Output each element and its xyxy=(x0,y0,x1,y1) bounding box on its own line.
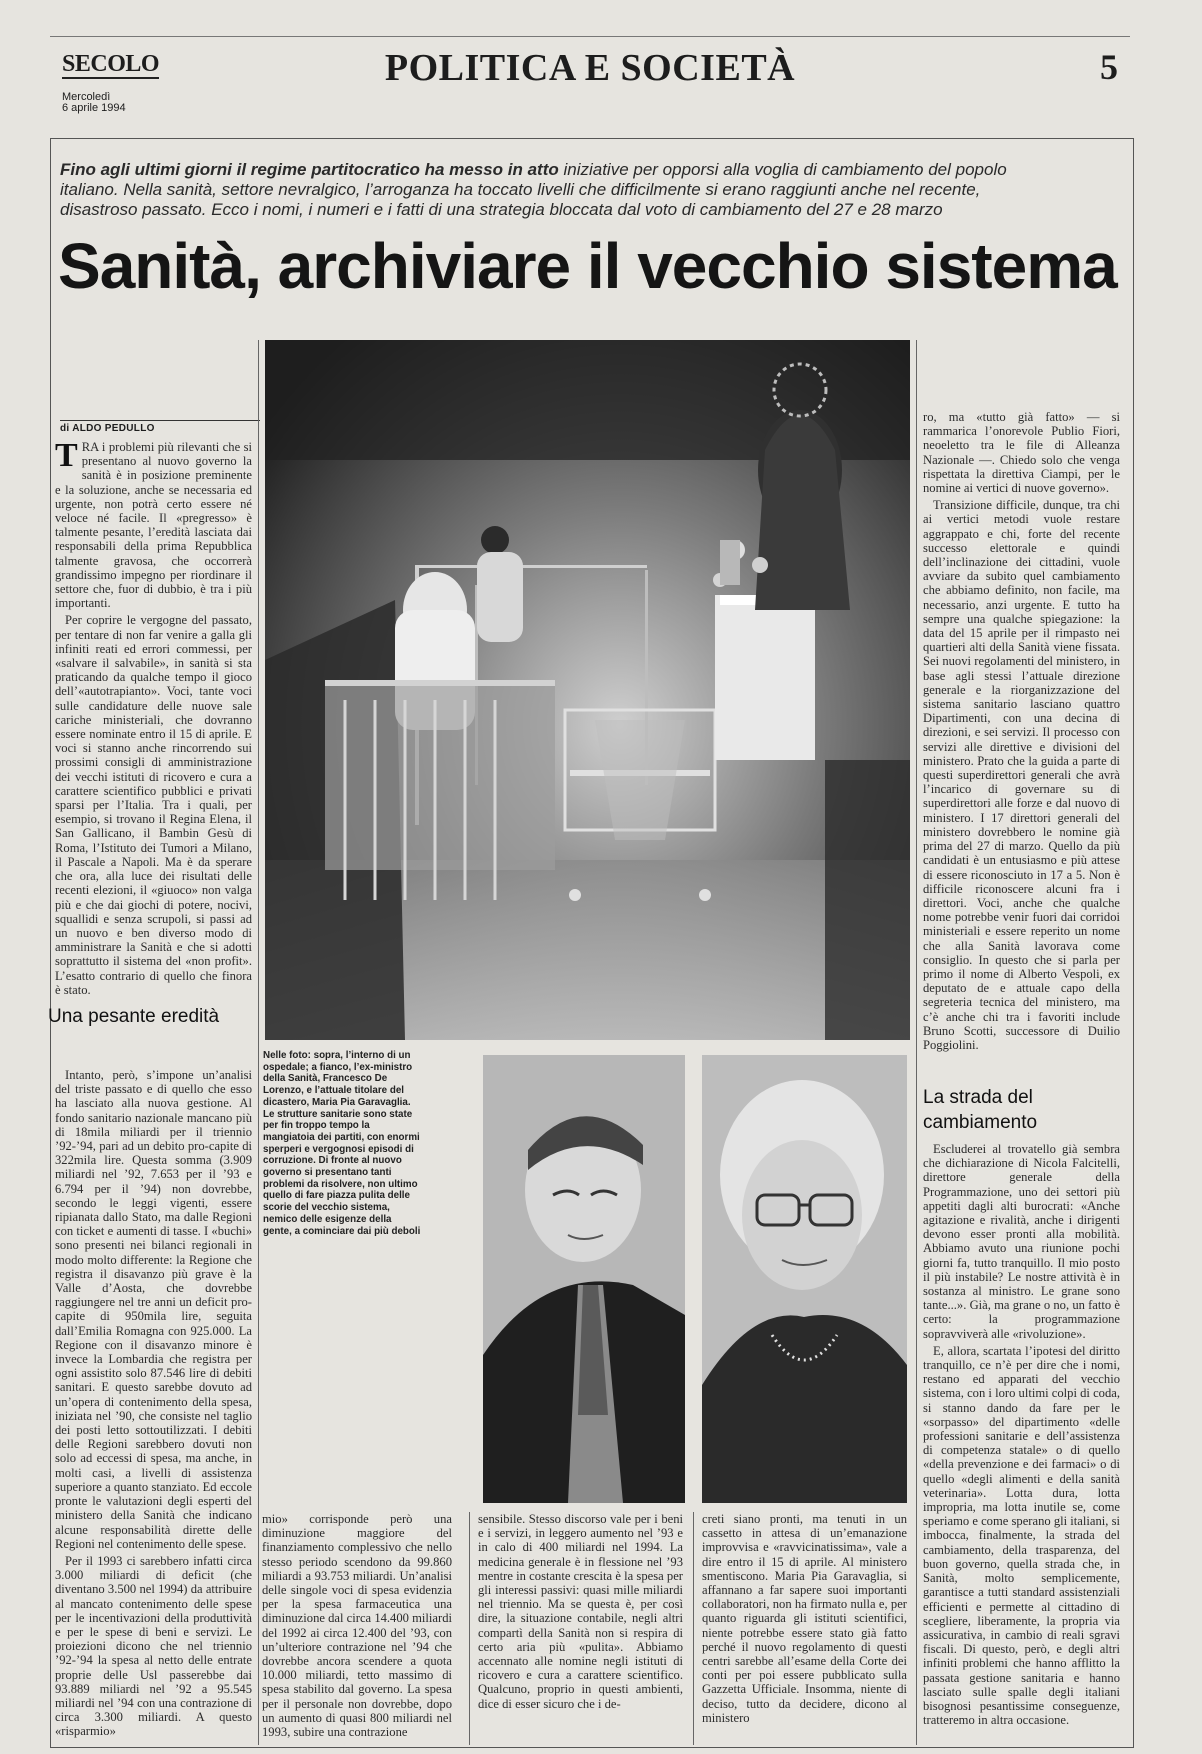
subheading-eredita: Una pesante eredità xyxy=(48,1006,220,1027)
kicker-text: iniziative per opporsi alla voglia di cambiamento del popolo italiano. Nella sanità, settore nevralgico, l’arroganza ha toccato livelli che difficilmente si erano raggiunti anche nel recente, disastroso passato. Ecco i nomi, i numeri e i fatti di una strategia bloccata dal voto di cambiamento del 27 e 28 marzo xyxy=(60,160,1007,219)
column-1-continued xyxy=(55,1068,252,1745)
dropcap: T xyxy=(55,437,78,474)
article-headline: Sanità, archiviare il vecchio sistema xyxy=(58,230,1117,302)
article-kicker xyxy=(60,160,1030,220)
paragraph: Per il 1993 ci sarebbero infatti circa 3.000 miliardi di deficit (che diventano 3.500 nel 1994) da attribuire al mancato contenimento delle spese per le incentivazioni della produttività e per le spese di beni e servizi. Le proiezioni dicono che nel triennio ’92-’94 la spesa al netto delle entrate proprie delle Usl passerebbe dai 93.889 miliardi nel ’92 a 95.545 miliardi nel ’94 con una contrazione di circa 3.300 miliardi. A questo «risparmio» xyxy=(55,1553,252,1739)
paragraph: Per coprire le vergogne del passato, per tentare di non far venire a galla gli infiniti reati ed errori commessi, per «salvare il salvabile», in sanità si sta praticando da qualche tempo il gioco dell’«autotrapianto». Voci, tante voci sulle candidature delle nuove sale cariche ministeriali, che dovranno essere nominate entro il 15 di aprile. E voci si stanno anche rincorrendo sui prossimi consigli di amministrazione dei vecchi istituti di ricovero e cura a carattere scientifico pubblici e privati sparsi per l’Italia. Tra i quali, per esempio, si trovano il Regina Elena, il San Gallicano, il Bambin Gesù di Roma, l’Istituto dei Tumori a Milano, il Pascale a Napoli. Ma è da sperare che ora, alla luce dei risultati delle recenti elezioni, il «giuoco» non valga più e che dai giochi di potere, nocivi, squallidi e senza scrupoli, si passi ad un nuovo e ben diverso modo di amministrare la Sanità e che si adotti soprattutto il sistema del «non profit». L’esatto contrario di quello che finora è stato. xyxy=(55,613,252,997)
photo-caption: Nelle foto: sopra, l’interno di un ospedale; a fianco, l’ex-ministro della Sanità, Francesco De Lorenzo, e l’attuale titolare del dicastero, Maria Pia Garavaglia. Le strutture sanitarie sono state per fin troppo tempo la mangiatoia dei partiti, con enormi sperperi e vergognosi episodi di corruzione. Di fronte al nuovo governo si presentano tanti problemi da risolvere, non ultimo quello di fare piazza pulita delle scorie del vecchio sistema, nemico delle esigenze della gente, a cominciare dai più deboli xyxy=(263,1050,421,1237)
paragraph: creti siano pronti, ma tenuti in un cassetto in attesa di un’emanazione improvvisa e «ravvicinatissima», vale a dire entro il 15 di aprile. Al ministero smentiscono. Maria Pia Garavaglia, si affannano a far sapere suoi importanti collaboratori, non ha firmato nulla e, per quanto riguarda gli istituti scientifici, niente potrebbe essere stato già fatto perché il nuovo regolamento di questi centri sarebbe all’esame della Corte dei conti per poi essere pubblicato sulla Gazzetta Ufficiale. Insomma, niente di deciso, tutto da decidere, dicono al ministero xyxy=(702,1512,907,1725)
portrait-de-lorenzo-photo xyxy=(483,1055,685,1503)
column-2 xyxy=(262,1512,452,1747)
paragraph: ro, ma «tutto già fatto» — si rammarica l’onorevole Publio Fiori, neoeletto tra le file di Alleanza Nazionale —. Chiedo solo che venga rispettata la direttiva Ciampi, per le nomine ai vertici di nuove governo». xyxy=(923,410,1120,496)
column-rule xyxy=(693,1512,694,1745)
column-rule xyxy=(916,340,917,1745)
column-rule xyxy=(258,340,259,1745)
paragraph: Transizione difficile, dunque, tra chi ai vertici metodi vuole restare aggrappato e chi, forte del recente successo elettorale e quindi dell’inclinazione dei cittadini, vuole avviare da subito quel cambiamento che abbiamo definito, non facile, ma necessario, anzi urgente. E tutto ha sempre una qualche spiegazione: la data del 15 aprile per il rimpasto nei quartieri alti della Sanità viene fissata. Sei nuovi regolamenti del ministero, in base agli stessi l’attuale direzione generale e la riorganizzazione del sistema sanitario lasciano quattro Dipartimenti, con una decina di direzioni, e sei servizi. Il processo con servizi alle direttive e divisioni del ministero. Prato che la guida a parte di questi superdirettori generali che avrà l’incarico di governare su di superdirettori alle forze e dal nuovo di ministero. I 17 direttori generali del ministero dovrebbero le nomine già prima del 27 di marzo. Quello da più candidati è un entusiasmo e più attese di essere riconosciuto in 17 a 5. Non è difficile riconoscere alcuni fra i direttori. Voci, anche che qualche nome potrebbe venir fuori dai corridoi ministeriali e essere reperito un nome che alla Sanità lavorava come consiglio. In questo che si parla per primo il nome di Alberto Vespoli, ex deputato de e attuale capo della segreteria tecnica del ministero, ma c’è anche chi tra i favoriti include Bruno Scotti, successore di Duilio Poggiolini. xyxy=(923,498,1120,1052)
column-right-continued xyxy=(923,1142,1120,1747)
portrait-garavaglia-photo xyxy=(702,1055,907,1503)
paragraph: E, allora, scartata l’ipotesi del diritto tranquillo, ce n’è per dire che i nomi, restano ed apparati del vecchio sistema, con i loro ultimi colpi di coda, si stanno dando da fare per le «sorpasso» del dipartimento «delle professioni sanitarie e dell’assistenza di competenza statale» o di quello «della prevenzione e dei farmaci» o di quello «degli alimenti e della sanità veterinaria». Lotta dura, lotta impropria, ma lotta inutile se, come speriamo e come sperano gli italiani, si imbocca, finalmente, la strada del cambiamento, della trasparenza, del buon governo, quella strada che, in Sanità, molto semplicemente, garantisce a tutti standard assistenziali efficienti e permette al cittadino di scegliere, liberamente, la propria via assicurativa, in cambio di reali sgravi fiscali. Di questo, però, e degli altri infiniti problemi che hanno afflitto la passata gestione sanitaria e hanno lasciato sulle spalle degli italiani bisognosi pesantissime conseguenze, tratteremo in altra occasione. xyxy=(923,1343,1120,1728)
column-rule xyxy=(469,1512,470,1745)
subheading-strada: La strada del cambiamento xyxy=(923,1087,1038,1133)
issue-date: 6 aprile 1994 xyxy=(62,102,126,114)
paragraph: mio» corrisponde però una diminuzione maggiore del finanziamento complessivo che nello stesso periodo scendono da 99.860 miliardi a 93.753 miliardi. Un’analisi delle singole voci di spesa evidenzia per la spesa farmaceutica una diminuzione dal circa 14.400 miliardi del 1992 ai circa 12.400 del ’93, con un’ulteriore contrazione nel ’94 che dovrebbe ancora scendere a quota 10.000 miliardi, tetto massimo di spesa stabilito dal governo. La spesa per il personale non dovrebbe, dopo un aumento di quasi 800 miliardi nel 1993, subire una contrazione xyxy=(262,1512,452,1740)
paragraph: Escluderei al trovatello già sembra che dichiarazione di Nicola Falcitelli, direttore generale della Programmazione, uno dei settori più appetiti dagli alti burocrati: «Anche agitazione e rivalità, anche i dirigenti devono esser pronti alla mobilità. Abbiamo avuto una riunione pochi giorni fa, tutto tranquillo. Il mio posto il più instabile? Le nostre attività è in sostanza al ministro. Le grane sono tante...». Già, ma grane o no, un fatto è certo: la programmazione sopravviverà alle «rivoluzione». xyxy=(923,1142,1120,1341)
page-number: 5 xyxy=(1100,47,1118,87)
paragraph: sensibile. Stesso discorso vale per i beni e i servizi, in leggero aumento nel ’93 e in calo di 400 miliardi nel 1994. La medicina generale è in flessione nel ’93 mentre in costante crescita è la spesa per gli interessi passivi: quasi mille miliardi nel triennio. Ma se questa è, per così dire, la situazione contabile, negli altri compartì della Sanità non si respira di certo aria più «pulita». Abbiamo accennato alle nomine negli istituti di ricovero e cura a carattere scientifico. Qualcuno, proprio in questi ambienti, dice di esser sicuro che i de- xyxy=(478,1512,683,1711)
column-3 xyxy=(478,1512,683,1747)
top-rule xyxy=(50,36,1130,37)
paragraph: Intanto, però, s’impone un’analisi del triste passato e di quello che esso ha lasciato alla nuova gestione. Al fondo sanitario nazionale mancano più di 18mila miliardi per il triennio ’92-’94, pari ad un debito pro-capite di 322mila lire. Questa somma (3.909 miliardi nel ’92, 7.653 per il ’93 e 6.794 per il ’94) non dovrebbe, secondo le leggi vigenti, essere ripianata dallo Stato, ma dalle Regioni con ticket e aumenti di tasse. I «buchi» sono presenti nei bilanci regionali in modo molto differente: la Regione che registra il disavanzo più grave è la Valle d’Aosta, che dovrebbe raggiungere nel tre anni un deficit pro-capite di 950mila lire, seguita dall’Emilia Romagna con 925.000. La Regione con il disavanzo minore è invece la Lombardia che registra per ogni assistito solo 87.546 lire di debiti sanitari. E questo sarebbe dovuto ad un’opera di contenimento della spesa, iniziata nel ’90, che consiste nel taglio dei posti letto sottoutilizzati. I debiti delle Regioni sarebbero dovuti non solo ad eccessi di spesa, ma anche, in molti casi, a livelli di assistenza superiore a quanto stanziato. Ed eccole pronte le valutazioni degli esperti del ministero della Sanità che indicano alcune responsabilità dirette delle Regioni nel contenimento delle spese. xyxy=(55,1068,252,1551)
column-4 xyxy=(702,1512,907,1747)
column-right xyxy=(923,410,1120,1052)
newspaper-logo: SECOLO xyxy=(62,51,160,77)
column-1 xyxy=(55,437,252,997)
section-title: POLITICA E SOCIETÀ xyxy=(384,47,796,89)
issue-weekday: Mercoledì xyxy=(62,91,111,103)
paragraph xyxy=(55,437,252,611)
byline: di ALDO PEDULLO xyxy=(60,420,260,434)
hospital-interior-photo xyxy=(265,340,910,1040)
kicker-lead: Fino agli ultimi giorni il regime partitocratico ha messo in atto xyxy=(60,160,559,179)
paragraph-text: RA i problemi più rilevanti che si presentano al nuovo governo la sanità è in posizione preminente e la soluzione, anche se necessaria ed urgente, non potrà certo essere né veloce né facile. Il «pregresso» è talmente pesante, l’eredità lasciata dai responsabili della prima Repubblica talmente gravosa, che occorrerà grandissimo impegno per riordinare il settore che, fuor di dubbio, è tra i più importanti. xyxy=(55,440,252,611)
